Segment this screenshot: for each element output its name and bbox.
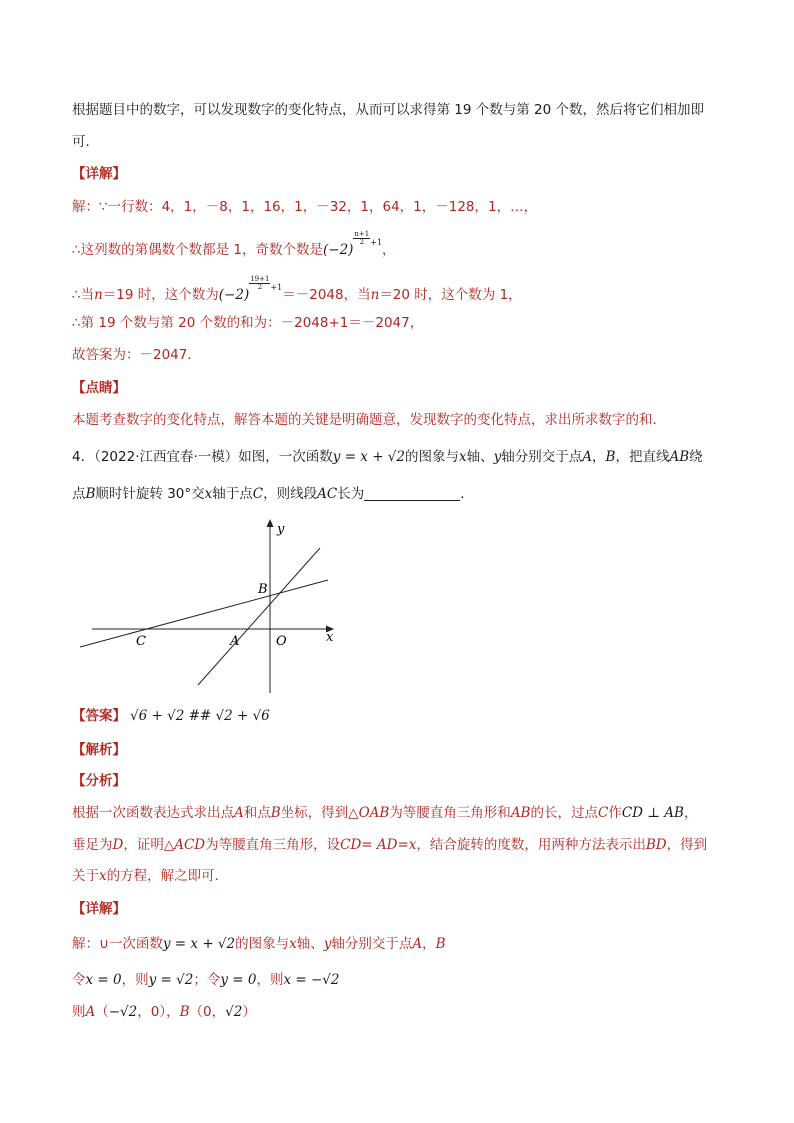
point-a: A [234, 805, 244, 821]
equation: y = x + √2 [162, 936, 236, 952]
fenxi-line-2 [72, 835, 707, 855]
coord-value: −√2 [108, 1004, 138, 1020]
solution-text: ， [382, 242, 396, 258]
triangle-acd: ACD [174, 837, 206, 853]
solution-text: ＝－2048，当 [282, 287, 371, 303]
solution-text: ∴第 19 个数与第 20 个数的和为：－2048+1＝－2047， [72, 315, 424, 331]
question-text: 轴分别交于点 [501, 449, 583, 465]
detail2-line-3 [72, 1002, 256, 1022]
question-text: 轴、 [466, 449, 494, 465]
exp-num: 19+1 [250, 275, 270, 283]
analysis-text: 坐标，得到△ [280, 805, 359, 821]
detail2-line-2 [72, 970, 339, 990]
segment-ac: AC [317, 486, 338, 502]
answer-line [72, 706, 270, 726]
solution-text: ∴当 [72, 287, 95, 303]
detail-text: 令 [72, 972, 86, 988]
solution-text: ＝19 时，这个数为 [102, 287, 219, 303]
detail-text: 轴分别交于点 [331, 936, 413, 952]
question4-line-2 [72, 484, 474, 504]
exp-den: 2 [359, 238, 365, 246]
intro-text: 根据题目中的数字，可以发现数字的变化特点，从而可以求得第 19 个数与第 20 个数，然后将它们相加即 [72, 102, 705, 118]
equation: y = x + √2 [332, 449, 406, 465]
point-a: A [85, 1004, 96, 1020]
analysis-text: 垂足为 [72, 837, 113, 853]
point-c: C [597, 805, 609, 821]
analysis-text: 的方程，解之即可． [106, 868, 229, 884]
question-text: 轴于点 [212, 486, 253, 502]
detail-heading-1: 【详解】 [72, 166, 126, 182]
label-c: C [136, 634, 146, 649]
var-y: y [323, 936, 332, 952]
analysis-text: 根据一次函数表达式求出点 [72, 805, 234, 821]
answer-value: √6 + √2 ## √2 + √6 [130, 708, 270, 724]
solution-text: ∴这列数的第偶数个数都是 1，奇数个数是 [72, 242, 323, 258]
power-exponent [353, 231, 370, 246]
point-b: B [435, 936, 446, 952]
analysis-text: ，证明△ [123, 837, 175, 853]
label-y: y [277, 522, 285, 537]
y-axis-arrow [267, 519, 274, 527]
label-b: B [258, 582, 268, 597]
point-d: D [112, 837, 124, 853]
var-y: y [493, 449, 502, 465]
analysis-heading: 【解析】 [72, 742, 126, 758]
detail-text: 轴、 [296, 936, 324, 952]
detail-text: ，0）， [137, 1004, 180, 1020]
question-text: ，则线段 [263, 486, 318, 502]
question-text: ． [460, 486, 474, 502]
intro-text: 可． [72, 134, 99, 150]
analysis-text: ， [683, 805, 698, 821]
label-o: O [276, 634, 287, 649]
solution1-line-4 [72, 313, 423, 333]
detail-text: 则 [72, 1004, 86, 1020]
question-text: 点 [72, 486, 86, 502]
question4-line-1 [72, 447, 703, 467]
detail-text: 解：∪一次函数 [72, 936, 163, 952]
intro-text-line-1 [72, 100, 704, 120]
solution-text: 故答案为：－2047． [72, 347, 201, 363]
detail2-line-1 [72, 934, 446, 954]
question-text: 长为 [337, 486, 365, 502]
analysis-text: ，得到 [666, 837, 708, 853]
question-text: ，把直线 [615, 449, 670, 465]
detail-text: ，则 [121, 972, 149, 988]
perpendicular-expr: CD ⊥ AB [621, 805, 684, 821]
question-text: 4．（2022·江西宜春·一模）如图，一次函数 [72, 449, 333, 465]
label-a: A [230, 634, 240, 649]
equation: y = 0 [220, 972, 257, 988]
fenxi-line-3 [72, 866, 228, 886]
analysis-text: 作 [608, 805, 622, 821]
point-c: C [252, 486, 264, 502]
solution1-line-1 [72, 197, 537, 217]
fenxi-heading: 【分析】 [72, 773, 126, 789]
cd-ad-expr: CD= AD=x [340, 837, 417, 853]
variable-n: n [94, 287, 103, 303]
exp-den: 2 [257, 283, 263, 291]
exp-tail: +1 [270, 283, 283, 292]
var-x: x [204, 486, 213, 502]
answer-blank [364, 485, 460, 501]
detail-text: ，则 [256, 972, 284, 988]
analysis-text: 为等腰直角三角形和 [389, 805, 511, 821]
comment-text [72, 410, 666, 430]
solution1-line-2 [72, 231, 396, 260]
solution1-line-3 [72, 276, 522, 305]
analysis-text: 和点 [243, 805, 271, 821]
power-base: (−2) [322, 242, 354, 258]
line-ab [198, 548, 320, 685]
point-a: A [412, 936, 423, 952]
label-x: x [326, 630, 334, 645]
var-x: x [289, 936, 297, 952]
equation: x = −√2 [283, 972, 340, 988]
detail-text: （ [95, 1004, 109, 1020]
question-text: ， [592, 449, 606, 465]
variable-n: n [370, 287, 380, 303]
power-exponent [249, 276, 270, 291]
detail-text: 的图象与 [235, 936, 290, 952]
line-bc [80, 580, 328, 647]
equation: y = √2 [148, 972, 194, 988]
analysis-text: 的长，过点 [530, 805, 598, 821]
exp-tail: +1 [370, 238, 383, 247]
var-x: x [459, 449, 467, 465]
exp-num: n+1 [354, 230, 370, 238]
analysis-text: 关于 [72, 868, 99, 884]
detail-text: ， [422, 936, 436, 952]
solution-text: ＝20 时，这个数为 1， [379, 287, 522, 303]
point-b: B [85, 486, 96, 502]
point-b: B [605, 449, 616, 465]
segment-bd: BD [645, 837, 667, 853]
var-x: x [99, 868, 107, 884]
solution-text: 解：∵一行数：4，1，－8，1，16，1，－32，1，64，1，－128，1，…， [72, 199, 538, 215]
comment-body: 本题考查数字的变化特点，解答本题的关键是明确题意，发现数字的变化特点，求出所求数字的和． [72, 412, 666, 428]
detail-heading-2: 【详解】 [72, 901, 126, 917]
line-ab: AB [669, 449, 690, 465]
point-b: B [270, 805, 281, 821]
point-b: B [179, 1004, 190, 1020]
intro-text-line-2 [72, 132, 99, 152]
coord-value: √2 [225, 1004, 243, 1020]
analysis-text: ，结合旋转的度数，用两种方法表示出 [416, 837, 646, 853]
question-text: 的图象与 [405, 449, 460, 465]
detail-text: ；令 [193, 972, 221, 988]
equation: x = 0 [85, 972, 122, 988]
answer-heading: 【答案】 [72, 708, 126, 724]
point-a: A [582, 449, 593, 465]
coordinate-figure [72, 515, 352, 695]
detail-text: （0， [189, 1004, 226, 1020]
comment-heading: 【点睛】 [72, 380, 126, 396]
question-text: 顺时针旋转 30°交 [95, 486, 205, 502]
fenxi-line-1 [72, 803, 697, 823]
analysis-text: 为等腰直角三角形，设 [205, 837, 341, 853]
solution1-line-5 [72, 345, 201, 365]
triangle-oab: OAB [358, 805, 390, 821]
detail-text: ） [242, 1004, 256, 1020]
power-base: (−2) [218, 287, 250, 303]
question-text: 绕 [689, 449, 703, 465]
segment-ab: AB [510, 805, 531, 821]
